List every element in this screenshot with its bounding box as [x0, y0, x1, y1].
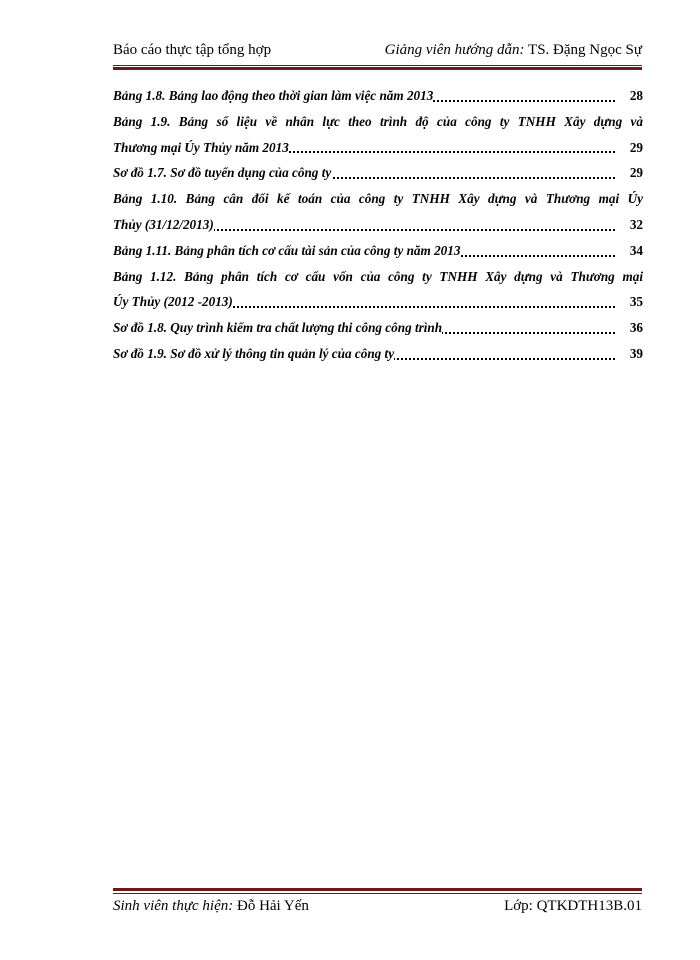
toc-entry-text: Bảng 1.10. Bảng cân đối kế toán của công ty TNHH Xây dựng và Thương mại Úy: [113, 191, 643, 207]
toc-entry-text: Sơ đồ 1.8. Quy trình kiểm tra chất lượng thi công công trình: [113, 320, 443, 336]
report-title: Báo cáo thực tập tổng hợp: [113, 42, 272, 58]
toc-entry[interactable]: [113, 264, 643, 290]
supervisor-label: Giảng viên hướng dẫn:: [384, 42, 525, 58]
toc-entry-continuation[interactable]: [113, 135, 643, 161]
toc-entry[interactable]: [113, 238, 643, 264]
toc-entry-page: 35: [615, 289, 643, 315]
supervisor-name: TS. Đặng Ngọc Sự: [524, 42, 642, 58]
student: [113, 898, 309, 915]
toc-entry-page: 29: [615, 135, 643, 161]
supervisor: [385, 42, 642, 59]
toc-entry[interactable]: [113, 83, 643, 109]
toc-entry-text: Úy Thủy (2012 -2013): [113, 294, 233, 310]
student-name: Đỗ Hải Yến: [233, 898, 309, 914]
toc-entry-continuation[interactable]: [113, 289, 643, 315]
toc-entry-page: 34: [615, 238, 643, 264]
toc-entry-continuation[interactable]: [113, 212, 643, 238]
toc-entry-page: 36: [615, 315, 643, 341]
toc-entry[interactable]: [113, 315, 643, 341]
toc-entry[interactable]: [113, 160, 643, 186]
table-of-figures: [113, 83, 643, 367]
toc-entry-text: Bảng 1.9. Bảng số liệu về nhân lực theo trình độ của công ty TNHH Xây dựng và: [113, 113, 643, 129]
toc-entry-page: 32: [615, 212, 643, 238]
footer-rule-thick: [113, 888, 642, 891]
toc-entry-page: 29: [615, 160, 643, 186]
toc-entry-text: Thương mại Úy Thủy năm 2013: [113, 139, 289, 155]
header-rule-thick: [113, 67, 642, 70]
toc-entry-text: Bảng 1.11. Bảng phân tích cơ cấu tài sản của công ty năm 2013: [113, 242, 461, 258]
toc-entry-page: 28: [615, 83, 643, 109]
toc-entry-text: Bảng 1.12. Bảng phân tích cơ cấu vốn của công ty TNHH Xây dựng và Thương mại: [113, 268, 643, 284]
page-footer: [113, 898, 642, 920]
toc-entry-page: 39: [615, 341, 643, 367]
toc-entry-text: Sơ đồ 1.9. Sơ đồ xử lý thông tin quản lý của công ty: [113, 345, 395, 361]
header-rule-thin: [113, 65, 642, 66]
page-header: [113, 42, 642, 64]
toc-entry-text: Sơ đồ 1.7. Sơ đồ tuyển dụng của công ty: [113, 165, 332, 181]
class-code: Lớp: QTKDTH13B.01: [504, 898, 642, 914]
toc-entry-text: Bảng 1.8. Bảng lao động theo thời gian làm việc năm 2013: [113, 88, 434, 103]
toc-entry[interactable]: [113, 109, 643, 135]
footer-rule-thin: [113, 893, 642, 894]
toc-entry[interactable]: [113, 186, 643, 212]
toc-entry-text: Thủy (31/12/2013): [113, 216, 214, 232]
toc-entry[interactable]: [113, 341, 643, 367]
student-label: Sinh viên thực hiện:: [113, 898, 234, 914]
